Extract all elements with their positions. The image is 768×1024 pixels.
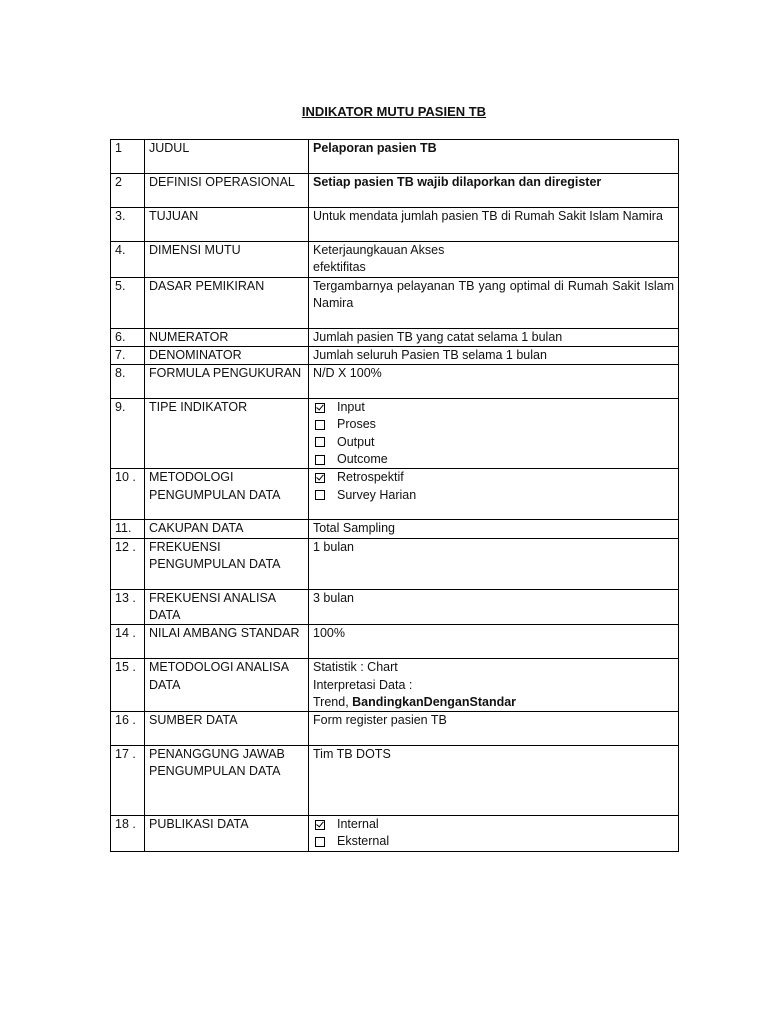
row-value — [309, 399, 679, 469]
table-row — [111, 659, 679, 712]
row-number: 10 . — [111, 469, 145, 520]
row-number: 8. — [111, 365, 145, 399]
row-label: DASAR PEMIKIRAN — [145, 277, 309, 328]
row-number: 14 . — [111, 625, 145, 659]
table-row — [111, 174, 679, 208]
row-number: 6. — [111, 328, 145, 346]
option-label: Retrospektif — [337, 470, 404, 485]
row-label: METODOLOGI PENGUMPULAN DATA — [145, 469, 309, 520]
row-label: PUBLIKASI DATA — [145, 816, 309, 852]
option-label: Input — [337, 400, 365, 415]
option-outcome[interactable] — [313, 451, 674, 468]
option-input[interactable] — [313, 399, 674, 416]
row-number: 15 . — [111, 659, 145, 712]
row-number: 17 . — [111, 746, 145, 816]
table-row — [111, 328, 679, 346]
row-number: 4. — [111, 242, 145, 278]
option-retrospektif[interactable] — [313, 469, 674, 486]
option-internal[interactable] — [313, 816, 674, 833]
row-value — [309, 242, 679, 278]
document-title: INDIKATOR MUTU PASIEN TB — [301, 104, 487, 119]
row-number: 11. — [111, 520, 145, 538]
row-number: 13 . — [111, 589, 145, 625]
table-row — [111, 208, 679, 242]
row-number: 3. — [111, 208, 145, 242]
option-label: Survey Harian — [337, 487, 417, 502]
table-row — [111, 399, 679, 469]
row-value: Form register pasien TB — [309, 712, 679, 746]
row-value: 100% — [309, 625, 679, 659]
checkbox-icon[interactable] — [315, 437, 325, 447]
table-row — [111, 816, 679, 852]
row-value — [309, 469, 679, 520]
table-row — [111, 625, 679, 659]
row-label: FREKUENSI PENGUMPULAN DATA — [145, 538, 309, 589]
row-number: 1 — [111, 140, 145, 174]
value-line: Interpretasi Data : — [313, 677, 413, 692]
table-row — [111, 712, 679, 746]
table-row — [111, 538, 679, 589]
row-label: DIMENSI MUTU — [145, 242, 309, 278]
option-output[interactable] — [313, 434, 674, 451]
table-row — [111, 589, 679, 625]
row-number: 16 . — [111, 712, 145, 746]
row-label: CAKUPAN DATA — [145, 520, 309, 538]
row-value: Total Sampling — [309, 520, 679, 538]
table-row — [111, 140, 679, 174]
row-value: Jumlah seluruh Pasien TB selama 1 bulan — [309, 346, 679, 364]
option-proses[interactable] — [313, 416, 674, 433]
indicator-table — [110, 139, 679, 852]
row-label: TUJUAN — [145, 208, 309, 242]
row-label: PENANGGUNG JAWAB PENGUMPULAN DATA — [145, 746, 309, 816]
table-row — [111, 746, 679, 816]
row-value: Setiap pasien TB wajib dilaporkan dan diregister — [309, 174, 679, 208]
value-line: Statistik : Chart — [313, 660, 398, 675]
row-label: NUMERATOR — [145, 328, 309, 346]
row-label: FREKUENSI ANALISA DATA — [145, 589, 309, 625]
row-number: 5. — [111, 277, 145, 328]
option-label: Proses — [337, 417, 376, 432]
table-row — [111, 365, 679, 399]
checkbox-icon[interactable] — [315, 455, 325, 465]
checkbox-icon[interactable] — [315, 490, 325, 500]
row-label: DENOMINATOR — [145, 346, 309, 364]
table-row — [111, 520, 679, 538]
table-row — [111, 469, 679, 520]
value-line — [313, 694, 674, 711]
option-label: Output — [337, 434, 375, 449]
value-line: efektifitas — [313, 260, 366, 275]
row-value — [309, 659, 679, 712]
row-value: Pelaporan pasien TB — [309, 140, 679, 174]
row-number: 2 — [111, 174, 145, 208]
option-label: Internal — [337, 817, 379, 832]
row-label: SUMBER DATA — [145, 712, 309, 746]
row-value: Untuk mendata jumlah pasien TB di Rumah Sakit Islam Namira — [309, 208, 679, 242]
option-label: Outcome — [337, 452, 388, 467]
checkbox-icon[interactable] — [315, 420, 325, 430]
table-row — [111, 277, 679, 328]
row-label: FORMULA PENGUKURAN — [145, 365, 309, 399]
row-label: METODOLOGI ANALISA DATA — [145, 659, 309, 712]
checkbox-icon[interactable] — [315, 837, 325, 847]
row-value: Tergambarnya pelayanan TB yang optimal di Rumah Sakit Islam Namira — [309, 277, 679, 328]
row-value: 1 bulan — [309, 538, 679, 589]
row-value: Jumlah pasien TB yang catat selama 1 bulan — [309, 328, 679, 346]
table-row — [111, 242, 679, 278]
row-label: JUDUL — [145, 140, 309, 174]
row-number: 7. — [111, 346, 145, 364]
row-label: DEFINISI OPERASIONAL — [145, 174, 309, 208]
row-value: N/D X 100% — [309, 365, 679, 399]
value-line: Keterjaungkauan Akses — [313, 243, 445, 257]
row-label: TIPE INDIKATOR — [145, 399, 309, 469]
option-survey-harian[interactable] — [313, 487, 674, 504]
row-value — [309, 816, 679, 852]
row-value: Tim TB DOTS — [309, 746, 679, 816]
row-number: 18 . — [111, 816, 145, 852]
trend-bold: BandingkanDenganStandar — [352, 694, 517, 709]
checked-checkbox-icon[interactable] — [315, 473, 325, 483]
checked-checkbox-icon[interactable] — [315, 403, 325, 413]
row-number: 12 . — [111, 538, 145, 589]
row-value: 3 bulan — [309, 589, 679, 625]
option-eksternal[interactable] — [313, 833, 674, 850]
table-row — [111, 346, 679, 364]
checked-checkbox-icon[interactable] — [315, 820, 325, 830]
row-label: NILAI AMBANG STANDAR — [145, 625, 309, 659]
option-label: Eksternal — [337, 834, 390, 849]
trend-prefix: Trend, — [313, 694, 353, 709]
row-number: 9. — [111, 399, 145, 469]
